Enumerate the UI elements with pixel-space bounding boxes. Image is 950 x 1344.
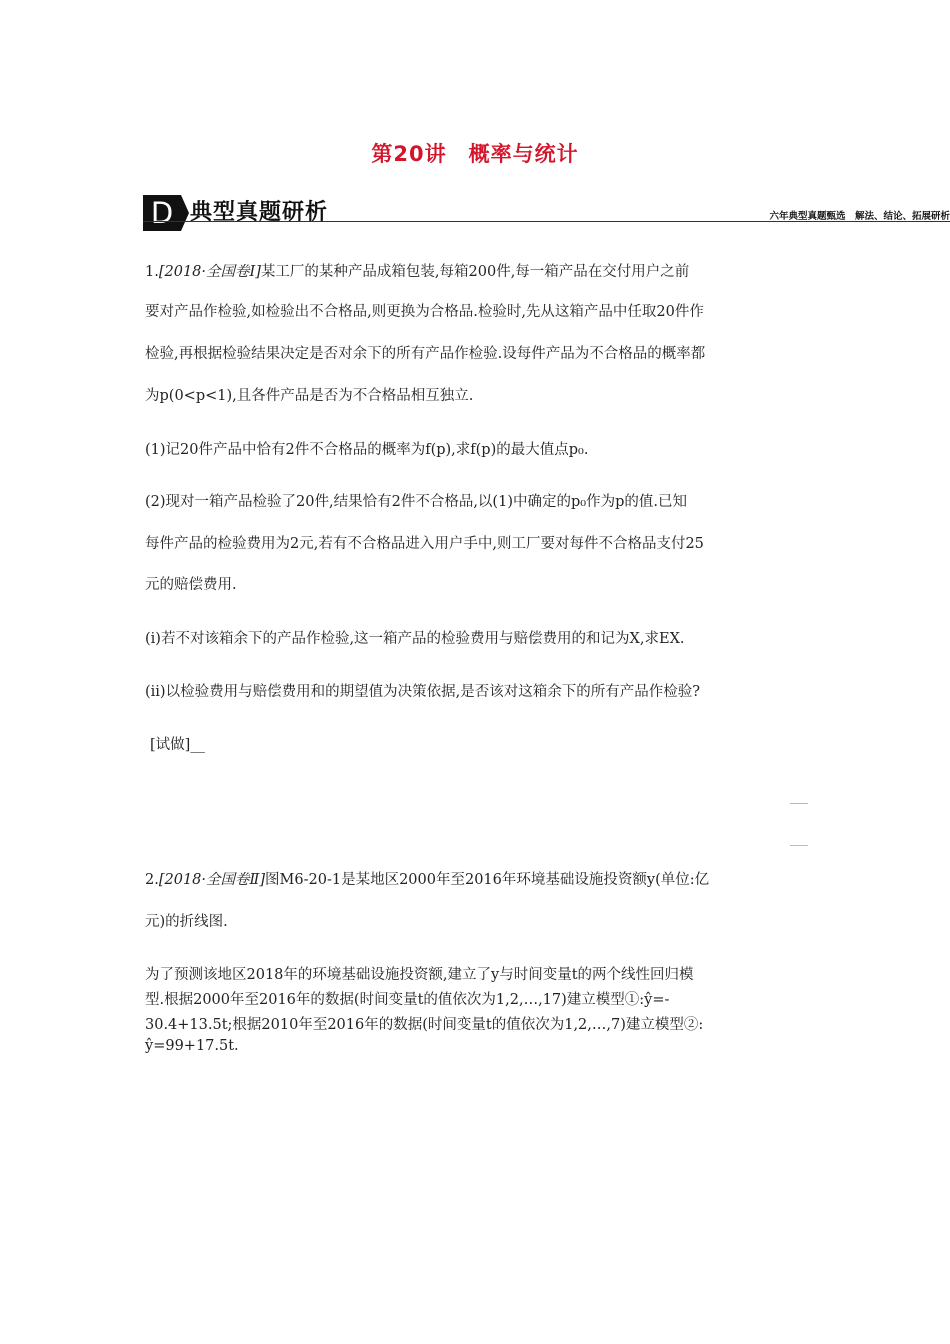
q1-part2-i: (i)若不对该箱余下的产品作检验,这一箱产品的检验费用与赔偿费用的和记为X,求EX. xyxy=(145,631,685,647)
q1-source: [2018·全国卷Ⅰ] xyxy=(158,264,261,280)
q1-number: 1. xyxy=(145,264,159,280)
q2-para2-line2: 型.根据2000年至2016年的数据(时间变量t的值依次为1,2,…,17)建立模型①:ŷ=- xyxy=(145,992,670,1008)
q1-line3: 检验,再根据检验结果决定是否对余下的所有产品作检验.设每件产品为不合格品的概率都 xyxy=(145,346,706,362)
q2-para2-line4: ŷ=99+17.5t. xyxy=(145,1038,239,1054)
q2-source: [2018·全国卷Ⅱ] xyxy=(158,872,266,888)
q1-line1 xyxy=(145,260,810,281)
q1-part1: (1)记20件产品中恰有2件不合格品的概率为f(p),求f(p)的最大值点p₀. xyxy=(145,442,589,458)
q1-line1-text: 某工厂的某种产品成箱包装,每箱200件,每一箱产品在交付用户之前 xyxy=(260,264,690,280)
q1-part2-ii: (ii)以检验费用与赔偿费用和的期望值为决策依据,是否该对这箱余下的所有产品作检验? xyxy=(145,684,700,700)
q2-line1 xyxy=(145,868,810,889)
section-tagline: 六年典型真题甄选 解法、结论、拓展研析 xyxy=(769,211,950,222)
section-title: 典型真题研析 xyxy=(190,200,329,225)
q2-para2-line3: 30.4+13.5t;根据2010年至2016年的数据(时间变量t的值依次为1,2,…,7)建立模型②: xyxy=(145,1017,704,1033)
page-title: 第20讲 概率与统计 xyxy=(371,142,579,166)
q1-part2-line3: 元的赔偿费用. xyxy=(145,577,237,593)
answer-line xyxy=(790,803,808,804)
section-badge: D xyxy=(143,195,181,231)
q1-line2: 要对产品作检验,如检验出不合格品,则更换为合格品.检验时,先从这箱产品中任取20件作 xyxy=(145,304,704,320)
q1-part2-line2: 每件产品的检验费用为2元,若有不合格品进入用户手中,则工厂要对每件不合格品支付25 xyxy=(145,536,704,552)
q2-number: 2. xyxy=(145,872,159,888)
q1-try-label: [试做]__ xyxy=(150,737,205,753)
section-header xyxy=(143,193,950,233)
q1-part2-line1: (2)现对一箱产品检验了20件,结果恰有2件不合格品,以(1)中确定的p₀作为p的值.已知 xyxy=(145,494,687,510)
q2-para2-line1: 为了预测该地区2018年的环境基础设施投资额,建立了y与时间变量t的两个线性回归模 xyxy=(145,967,694,983)
q2-line1-text: 图M6-20-1是某地区2000年至2016年环境基础设施投资额y(单位:亿 xyxy=(265,872,710,888)
q1-line4: 为p(0<p<1),且各件产品是否为不合格品相互独立. xyxy=(145,388,474,404)
q2-line2: 元)的折线图. xyxy=(145,914,228,930)
answer-line xyxy=(790,845,808,846)
